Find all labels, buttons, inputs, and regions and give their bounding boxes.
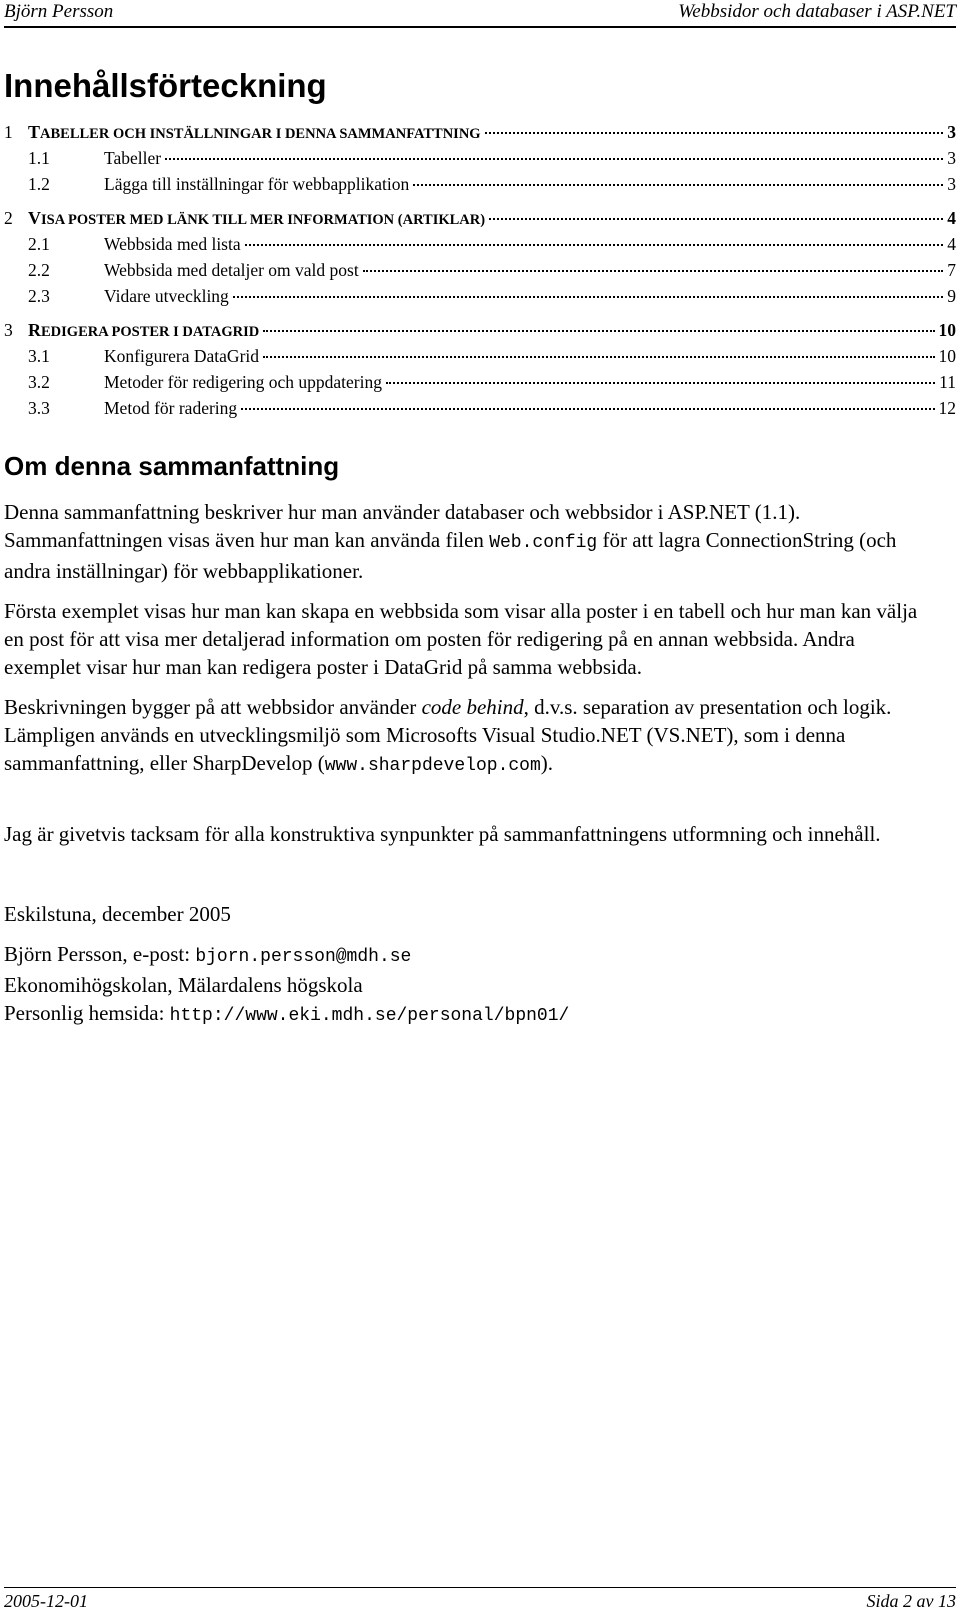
toc-entry-title: TABELLER OCH INSTÄLLNINGAR I DENNA SAMMANFATTNING: [28, 122, 481, 142]
toc-entry[interactable]: [4, 122, 956, 148]
signature-block: [4, 940, 930, 1030]
toc-entry[interactable]: [4, 398, 956, 424]
toc-entry-title: Tabeller: [104, 148, 162, 168]
footer-page-number: Sida 2 av 13: [866, 1591, 956, 1611]
header-author: Björn Persson: [4, 1, 114, 22]
code-filename: Web.config: [489, 533, 598, 553]
homepage-label: Personlig hemsida:: [4, 1001, 170, 1025]
page-footer: [4, 1587, 956, 1614]
toc-leader-dots: [233, 296, 943, 298]
toc-entry-page: 11: [939, 372, 956, 392]
thanks-paragraph: Jag är givetvis tacksam för alla konstruktiva synpunkter på sammanfattningens utformning och innehåll.: [4, 822, 881, 846]
email-link[interactable]: bjorn.persson@mdh.se: [195, 947, 412, 967]
toc-entry[interactable]: [4, 372, 956, 398]
toc-entry-page: 10: [938, 320, 956, 340]
toc-entry-title: Webbsida med lista: [104, 234, 241, 254]
toc-entry-number: 1.1: [28, 148, 50, 168]
method-paragraph: Beskrivningen bygger på att webbsidor använder code behind, d.v.s. separation av presentation och logik. Lämpligen används en utvecklingsmiljö som Microsofts Visual Studio.NET (VS.NET), som i denna sammanfattning, eller SharpDevelop (www.sharpdevelop.com).: [4, 695, 892, 776]
toc-leader-dots: [363, 270, 944, 272]
toc-entry-number: 2: [4, 208, 13, 228]
toc-entry[interactable]: [4, 208, 956, 234]
toc-leader-dots: [386, 382, 935, 384]
toc-entry[interactable]: [4, 148, 956, 174]
toc-entry-title: Lägga till inställningar för webbapplikation: [104, 174, 410, 194]
toc-entry-page: 4: [947, 208, 956, 228]
toc-entry-page: 9: [947, 286, 956, 306]
author-name: Björn Persson, e-post:: [4, 942, 196, 966]
toc-entry-number: 1.2: [28, 174, 50, 194]
toc-entry-page: 3: [947, 148, 956, 168]
toc-entry-title: Konfigurera DataGrid: [104, 346, 260, 366]
toc-leader-dots: [263, 356, 934, 358]
toc-entry-number: 2.1: [28, 234, 50, 254]
toc-entry-page: 3: [947, 122, 956, 142]
examples-paragraph: Första exemplet visas hur man kan skapa en webbsida som visar alla poster i en tabell och hur man kan välja en post för att visa mer detaljerad information om posten för redigering på en annan webbsida. Andra exemplet visar hur man kan redigera poster i DataGrid på samma webbsida.: [4, 599, 918, 679]
toc-entry-title: Webbsida med detaljer om vald post: [104, 260, 359, 280]
toc-entry[interactable]: [4, 174, 956, 200]
document-body: [4, 498, 930, 1030]
toc-entry[interactable]: [4, 320, 956, 346]
toc-leader-dots: [165, 158, 943, 160]
organization: Ekonomihögskolan, Mälardalens högskola: [4, 973, 363, 997]
homepage-link[interactable]: http://www.eki.mdh.se/personal/bpn01/: [169, 1006, 570, 1026]
toc-entry-page: 10: [938, 346, 956, 366]
table-of-contents: [4, 122, 956, 424]
page-header: [4, 0, 956, 28]
section-heading: Om denna sammanfattning: [4, 451, 340, 481]
toc-entry-number: 3.1: [28, 346, 50, 366]
toc-entry-number: 2.3: [28, 286, 50, 306]
toc-entry[interactable]: [4, 286, 956, 312]
toc-entry[interactable]: [4, 234, 956, 260]
header-title: Webbsidor och databaser i ASP.NET: [678, 1, 956, 22]
toc-entry-title: Metod för radering: [104, 398, 238, 418]
toc-leader-dots: [485, 132, 944, 134]
toc-entry-title: VISA POSTER MED LÄNK TILL MER INFORMATION (ARTIKLAR): [28, 208, 486, 228]
intro-paragraph: Denna sammanfattning beskriver hur man använder databaser och webbsidor i ASP.NET (1.1). Sammanfattningen visas även hur man kan använda filen Web.config för att lagra ConnectionString (och andra inställningar) för webbapplikationer.: [4, 500, 897, 583]
toc-leader-dots: [245, 244, 944, 246]
toc-entry-title: Vidare utveckling: [104, 286, 229, 306]
toc-entry[interactable]: [4, 346, 956, 372]
toc-entry-page: 7: [947, 260, 956, 280]
toc-entry-page: 4: [947, 234, 956, 254]
footer-date: 2005-12-01: [4, 1591, 88, 1611]
toc-entry-title: Metoder för redigering och uppdatering: [104, 372, 382, 392]
place-date: Eskilstuna, december 2005: [4, 902, 231, 926]
toc-leader-dots: [241, 408, 934, 410]
toc-entry-page: 12: [938, 398, 956, 418]
toc-entry-page: 3: [947, 174, 956, 194]
toc-entry-number: 3: [4, 320, 13, 340]
toc-leader-dots: [263, 330, 934, 332]
sharpdevelop-link[interactable]: www.sharpdevelop.com: [324, 756, 541, 776]
toc-entry[interactable]: [4, 260, 956, 286]
toc-entry-number: 1: [4, 122, 13, 142]
toc-leader-dots: [413, 184, 943, 186]
toc-entry-number: 3.2: [28, 372, 50, 392]
toc-entry-title: REDIGERA POSTER I DATAGRID: [28, 320, 260, 340]
toc-entry-number: 2.2: [28, 260, 50, 280]
toc-entry-number: 3.3: [28, 398, 50, 418]
toc-leader-dots: [489, 218, 943, 220]
toc-title: Innehållsförteckning: [4, 67, 327, 104]
